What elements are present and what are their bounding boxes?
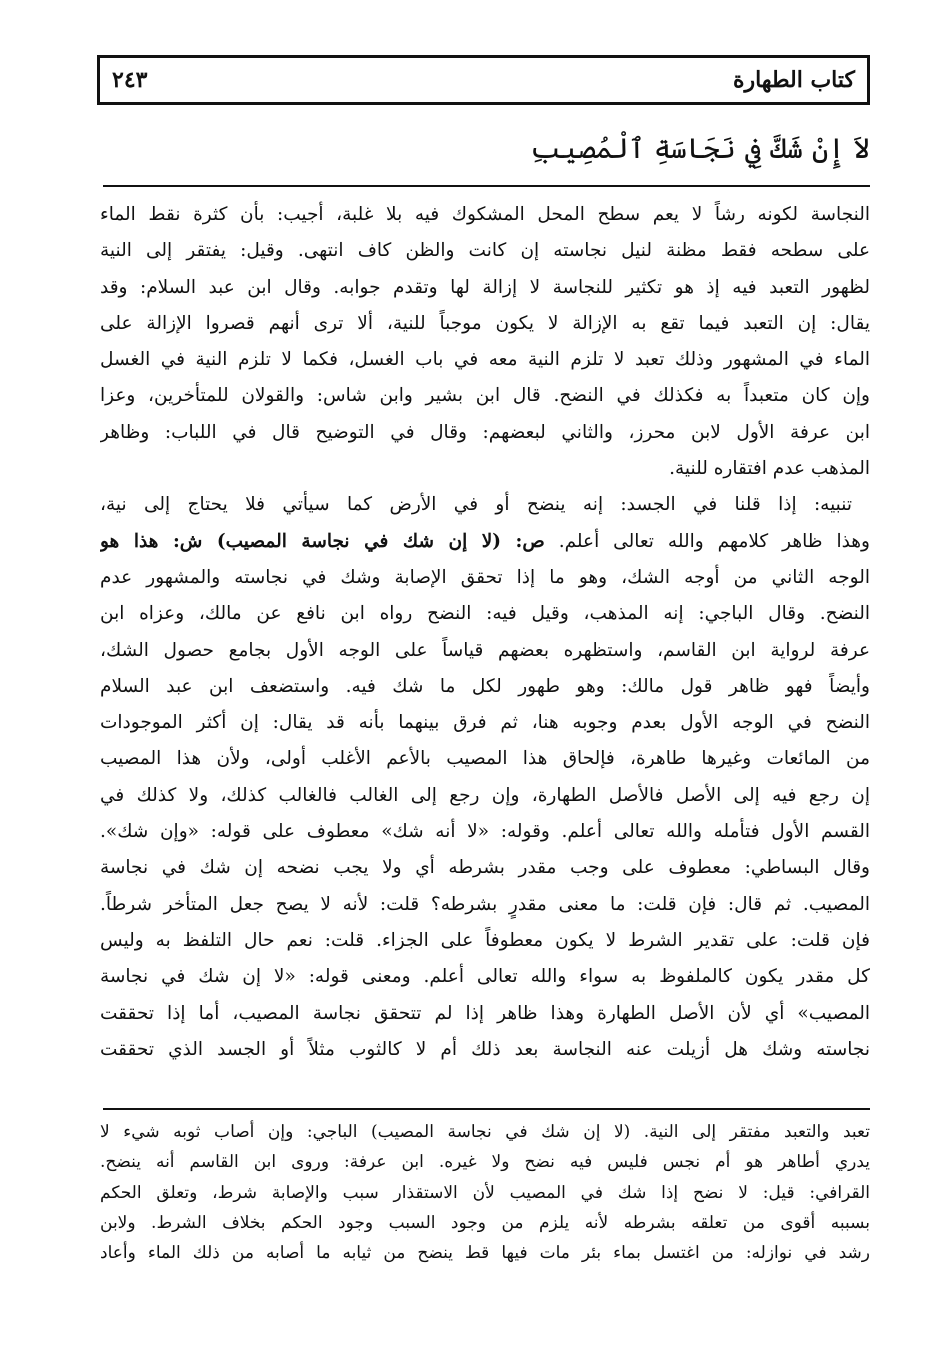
page-number: ٢٤٣ (112, 67, 148, 93)
commentary-segment-bold: ص: (لا إن شك في نجاسة المصيب) ش: هذا هو (100, 530, 545, 552)
commentary-body (100, 197, 870, 1068)
commentary-line: وإن كان متعبداً به فكذلك في النضح. قال ابن بشير وابن شاس: والقولان للمتأخرين، وعزا (100, 385, 870, 407)
commentary-line: عرفة لرواية ابن القاسم، واستظهره بعضهم قياساً على الوجه الأول بجامع حصول الشك، (100, 639, 870, 661)
commentary-line: المصيب» أي لأن الأصل الطهارة وهذا ظاهر إذا لم تتحقق نجاسة المصيب، أما إذا تحققت (100, 1002, 870, 1024)
matn-divider (103, 185, 870, 187)
commentary-line: من المائعات وغيرها طاهرة، فإلحاق هذا المصيب بالأعم الأغلب أولى، ولأن هذا المصيب (100, 748, 870, 770)
commentary-line: الوجه الثاني من أوجه الشك، وهو ما إذا تحقق الإصابة وشك في نجاسته والمشهور عدم (100, 566, 870, 588)
commentary-line (100, 524, 870, 560)
commentary-line: إن رجع فيه إلى الأصل فالأصل الطهارة، وإن رجع إلى الغالب فالغالب كذلك، ولا كذلك في (100, 784, 870, 806)
commentary-line: نجاسته وشك هل أزيلت عنه النجاسة بعد ذلك أم لا كالثوب مثلاً أو الجسد الذي تحققت (100, 1038, 870, 1060)
footnote-line: رشد في نوازله: من اغتسل بماء بئر مات فيها قط ينضح من ثيابه ما أصابه من ذلك الماء وأعاد (100, 1243, 870, 1264)
footnote-divider (103, 1108, 870, 1110)
commentary-line: وقال البساطي: معطوف على وجب مقدر بشرطه أي ولا يجب نضحه إن شك في نجاسة (100, 857, 870, 879)
commentary-segment: وهذا ظاهر كلامهم والله تعالى أعلم. (558, 530, 870, 552)
commentary-line: وأيضاً فهو ظاهر قول مالك: وهو طهور لكل ما شك فيه. واستضعف ابن عبد السلام (100, 675, 870, 697)
book-title: كتاب الطهارة (732, 67, 855, 93)
footnote-line: تعبد والتعبد مفتقر إلى النية. (لا إن شك في نجاسة المصيب) الباجي: وإن أصاب ثوبه شيء لا (100, 1122, 870, 1142)
footnote-line: يدري أطاهر هو أم نجس فليس فيه نضح ولا غيره. ابن عرفة: وروى ابن القاسم أنه ينضح. (100, 1152, 870, 1173)
commentary-line: تنبيه: إذا قلنا في الجسد: إنه ينضح أو في الأرض كما سيأتي فلا يحتاج إلى نية، (100, 494, 852, 516)
commentary-line: الماء في المشهور وذلك تعبد لا تلزم النية معه في باب الغسل، فكما لا تلزم النية في الغسل (100, 349, 870, 371)
footnote-line: بسببه أقوى من تعلقه بشرطه لأنه يلزم من وجود السبب وجود الحكم بخلاف الشرط. ولابن (100, 1212, 870, 1233)
commentary-line: النجاسة لكونه رشاً لا يعم سطح المحل المشكوك فيه بلا غلبة، أجيب: بأن كثرة نقط الماء (100, 204, 870, 225)
commentary-line: النضح في الوجه الأول بعدم وجوبه هنا، ثم فرق بينهما بأنه قد يقال: إن أكثر الموجودات (100, 712, 870, 734)
footnote-line: القرافي: قيل: لا نضح إذا شك في المصيب لأن الاستقذار سبب والإصابة شرط، وتعلق الحكم (100, 1182, 870, 1203)
commentary-line: المذهب عدم افتقاره للنية. (669, 458, 870, 480)
commentary-line: النضح. وقال الباجي: إنه المذهب، وقيل فيه: النضح رواه ابن نافع عن مالك، وعزاه ابن (100, 603, 870, 625)
commentary-line: ابن عرفة الأول لابن محرز، والثاني لبعضهم: وقال في التوضيح قال في اللباب: وظاهر (100, 421, 870, 443)
footnote-body (100, 1117, 870, 1268)
commentary-line: المصيب. ثم قال: فإن قلت: ما معنى مقدرٍ بشرطه؟ قلت: لأنه لا يصح جعل المتأخر شرطاً. (100, 893, 870, 915)
matn-text: لاَ إِنْ شَكَّ فِي نَجَاسَةِ ٱلْمُصِيبِ (530, 132, 870, 165)
commentary-line: فإن قلت: على تقدير الشرط لا يكون معطوفاً على الجزاء. قلت: نعم حال التلفظ به وليس (100, 929, 870, 951)
running-header (97, 55, 870, 105)
commentary-line: كل مقدر يكون كالملفوظ به سواء والله تعالى أعلم. ومعنى قوله: «لا إن شك في نجاسة (100, 966, 870, 988)
commentary-line: القسم الأول فتأمله والله تعالى أعلم. وقوله: «لا أنه شك» معطوف على قوله: «وإن شك». (100, 821, 870, 843)
commentary-line: يقال: إن التعبد فيما تقع به الإزالة لا يكون موجباً للنية، ألا ترى أنهم قصروا الإزالة على (100, 312, 870, 334)
commentary-line: على سطحه فقط مظنة لنيل نجاسته إن كانت والظن كاف انتهى. وقيل: يفتقر إلى النية (100, 240, 870, 262)
commentary-line: لظهور التعبد فيه إذ هو تكثير للنجاسة لا إزالة لها وتقدم جوابه. وقال ابن عبد السلام: وقد (100, 276, 870, 298)
